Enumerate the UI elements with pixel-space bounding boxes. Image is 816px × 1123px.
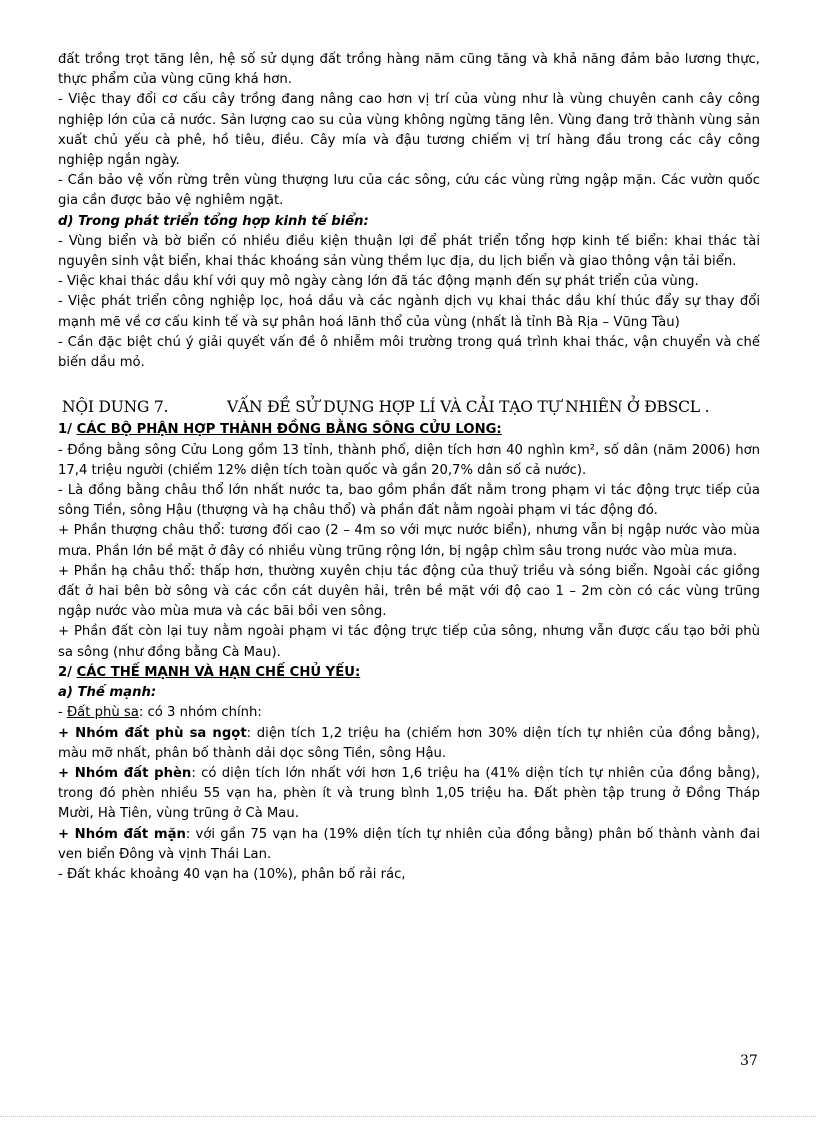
- soil-group-text: : diện tích 1,2 triệu ha (chiếm hơn 30% diện tích tự nhiên của đồng bằng), màu mỡ nhất, phân bố thành dải dọc sông Tiền, sông Hậu.: [58, 725, 760, 761]
- section-2-sub-a: a) Thế mạnh:: [58, 685, 157, 701]
- paragraph: - Việc thay đổi cơ cấu cây trồng đang nâng cao hơn vị trí của vùng như là vùng chuyên canh cây công nghiệp lớn của cả nước. Sản lượng cao su của vùng không ngừng tăng lên. Vùng đang trở thành vùng sản xuất chủ yếu cà phê, hồ tiêu, điều. Cây mía và đậu tương chiếm vị trí hàng đầu trong các cây công nghiệp ngắn ngày.: [58, 92, 760, 169]
- paragraph: - Là đồng bằng châu thổ lớn nhất nước ta, bao gồm phần đất nằm trong phạm vi tác động trực tiếp của sông Tiền, sông Hậu (thượng và hạ châu thổ) và phần đất nằm ngoài phạm vi tác động đó.: [58, 483, 760, 519]
- soil-group-saline: [58, 825, 760, 865]
- soil-group-alluvial: [58, 724, 760, 764]
- section-2-heading: [58, 663, 760, 683]
- section-1-paragraphs: [58, 441, 760, 663]
- paragraph: - Cần bảo vệ vốn rừng trên vùng thượng lưu của các sông, cứu các vùng rừng ngập mặn. Các vườn quốc gia cần được bảo vệ nghiêm ngặt.: [58, 173, 760, 209]
- paragraph: - Đồng bằng sông Cửu Long gồm 13 tỉnh, thành phố, diện tích hơn 40 nghìn km², số dân (năm 2006) hơn 17,4 triệu người (chiếm 12% diện tích toàn quốc và gần 20,7% dân số cả nước).: [58, 442, 760, 478]
- content-heading: [62, 397, 760, 417]
- other-soil: - Đất khác khoảng 40 vạn ha (10%), phân bố rải rác,: [58, 866, 406, 882]
- paragraph: + Phần thượng châu thổ: tương đối cao (2 – 4m so với mực nước biển), nhưng vẫn bị ngập nước vào mùa mưa. Phần lớn bề mặt ở đây có nhiều vùng trũng rộng lớn, bị ngập chìm sâu trong nước vào mùa mưa.: [58, 523, 760, 559]
- content-heading-title: VẤN ĐỀ SỬ DỤNG HỢP LÍ VÀ CẢI TẠO TỰ NHIÊN Ở ĐBSCL .: [227, 398, 710, 417]
- soil-group-text: : có diện tích lớn nhất với hơn 1,6 triệu ha (41% diện tích tự nhiên của đồng bằng), trong đó phèn nhiều 55 vạn ha, phèn ít và trung bình 1,05 triệu ha. Đất phèn tập trung ở Đồng Tháp Mười, Hà Tiên, vùng trũng ở Cà Mau.: [58, 765, 760, 822]
- footer-divider: [0, 1116, 816, 1117]
- page-number: 37: [740, 1053, 758, 1069]
- soil-group-label: + Nhóm đất phèn: [58, 765, 192, 781]
- subsection-d-title: d) Trong phát triển tổng hợp kinh tế biển:: [58, 213, 369, 229]
- paragraph: đất trồng trọt tăng lên, hệ số sử dụng đất trồng hàng năm cũng tăng và khả năng đảm bảo lương thực, thực phẩm của vùng cũng khá hơn.: [58, 52, 760, 88]
- soil-intro: [58, 703, 760, 723]
- paragraph: - Cần đặc biệt chú ý giải quyết vấn đề ô nhiễm môi trường trong quá trình khai thác, vận chuyển và chế biến dầu mỏ.: [58, 334, 760, 371]
- section-1-number: 1/: [58, 422, 77, 438]
- paragraph: - Việc phát triển công nghiệp lọc, hoá dầu và các ngành dịch vụ khai thác dầu khí thúc đẩy sự thay đổi mạnh mẽ về cơ cấu kinh tế và sự phân hoá lãnh thổ của vùng (nhất là tỉnh Bà Rịa – Vũng Tàu): [58, 294, 760, 330]
- section-2-number: 2/: [58, 664, 77, 680]
- soil-group-alum: [58, 764, 760, 825]
- section-2-title: CÁC THẾ MẠNH VÀ HẠN CHẾ CHỦ YẾU:: [76, 664, 361, 680]
- top-paragraphs: [58, 50, 760, 212]
- soil-intro-rest: : có 3 nhóm chính:: [138, 705, 262, 721]
- section-1-title: CÁC BỘ PHẬN HỢP THÀNH ĐỒNG BẰNG SÔNG CỬU LONG:: [76, 422, 502, 438]
- soil-intro-prefix: -: [58, 705, 67, 721]
- content-heading-number: NỘI DUNG 7.: [62, 398, 169, 417]
- paragraph: + Phần đất còn lại tuy nằm ngoài phạm vi tác động trực tiếp của sông, nhưng vẫn được cấu tạo bởi phù sa sông (như đồng bằng Cà Mau).: [58, 624, 760, 660]
- paragraph: - Việc khai thác dầu khí với quy mô ngày càng lớn đã tác động mạnh đến sự phát triển của vùng.: [58, 274, 699, 290]
- paragraph: - Vùng biển và bờ biển có nhiều điều kiện thuận lợi để phát triển tổng hợp kinh tế biển: khai thác tài nguyên sinh vật biển, khai thác khoáng sản vùng thềm lục địa, du lịch biển và giao thông vận tải biển.: [58, 233, 760, 270]
- soil-group-text: : với gần 75 vạn ha (19% diện tích tự nhiên của đồng bằng) phân bố thành vành đai ven biển Đông và vịnh Thái Lan.: [58, 826, 760, 862]
- soil-group-label: + Nhóm đất phù sa ngọt: [58, 725, 247, 741]
- soil-group-label: + Nhóm đất mặn: [58, 826, 186, 842]
- subsection-d-paragraphs: [58, 232, 760, 373]
- soil-intro-underlined: Đất phù sa: [66, 705, 139, 721]
- paragraph: + Phần hạ châu thổ: thấp hơn, thường xuyên chịu tác động của thuỷ triều và sóng biển. Ngoài các giồng đất ở hai bên bờ sông và các cồn cát duyên hải, trên bề mặt với độ cao 1 – 2m còn có các vùng trũng ngập nước vào mùa mưa và các bãi bồi ven sông.: [58, 563, 760, 620]
- document-page: [58, 50, 760, 885]
- section-1-heading: [58, 420, 760, 440]
